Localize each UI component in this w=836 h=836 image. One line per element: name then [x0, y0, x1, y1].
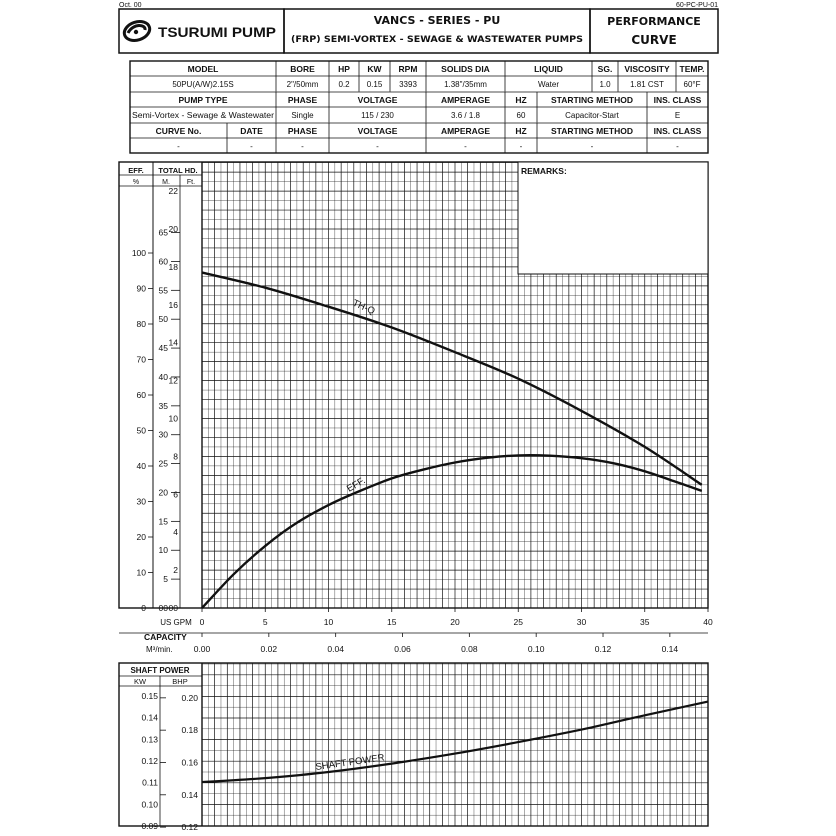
spec-row3-value: - — [590, 142, 594, 151]
gpm-tick: 5 — [262, 617, 268, 627]
head-m-header: M. — [162, 179, 170, 186]
brand-name: TSURUMI PUMP — [158, 24, 276, 40]
spec-row3-value: - — [464, 142, 467, 151]
head-m-tick: 20 — [168, 224, 178, 234]
spec-row1-value: 1.81 CST — [630, 80, 664, 89]
head-ft-tick: 65 — [158, 227, 168, 238]
eff-tick: 50 — [136, 425, 146, 436]
head-m-tick: 2 — [173, 565, 178, 576]
spec-row1-header: LIQUID — [534, 64, 563, 74]
spec-row2-value: 3.6 / 1.8 — [451, 111, 480, 120]
perf-title-line2: CURVE — [631, 33, 677, 47]
spec-row2-header: PUMP TYPE — [178, 95, 228, 105]
spec-row1-value: 0.15 — [366, 80, 383, 89]
spec-row3-value: - — [177, 142, 180, 151]
head-ft-tick: 20 — [158, 487, 168, 498]
spec-row2-header: HZ — [515, 95, 527, 105]
m3-axis-label: M³/min. — [146, 645, 173, 654]
head-m-tick: 00 — [168, 603, 178, 613]
m3-tick: 0.10 — [527, 644, 545, 654]
eff-tick: 20 — [136, 532, 146, 542]
spec-row1-value: 0.2 — [338, 80, 350, 89]
spec-row3-header: VOLTAGE — [357, 126, 398, 136]
th-q-curve-label: TH-Q — [350, 297, 377, 318]
spec-row2-value: 115 / 230 — [361, 111, 394, 120]
total-head-header: TOTAL HD. — [158, 166, 198, 175]
m3-tick: 0.12 — [594, 644, 612, 654]
m3-tick: 0.02 — [260, 644, 278, 654]
shaft-power-curve-label: SHAFT POWER — [314, 752, 386, 773]
gpm-tick: 40 — [703, 617, 713, 627]
efficiency-curve-label: EFF. — [345, 475, 368, 495]
spec-row2-value: Single — [291, 111, 314, 120]
doc-code: 60-PC-PU-01 — [675, 2, 718, 9]
head-m-tick: 22 — [168, 186, 178, 197]
spec-row2-header: VOLTAGE — [357, 95, 398, 105]
spec-row2-header: PHASE — [287, 95, 318, 105]
spec-row3-header: STARTING METHOD — [550, 126, 634, 136]
kw-tick: 0.13 — [141, 734, 158, 745]
shaft-power-grid — [202, 663, 708, 826]
head-m-tick: 6 — [173, 489, 178, 500]
head-ft-tick: 45 — [158, 343, 168, 354]
eff-tick: 60 — [136, 390, 146, 400]
spec-row2-value: 60 — [516, 111, 526, 120]
spec-row1-header: SG. — [597, 64, 613, 74]
bhp-tick: 0.14 — [181, 789, 198, 800]
head-ft-tick: 60 — [158, 256, 168, 267]
eff-tick: 40 — [136, 461, 146, 471]
head-ft-tick: 10 — [158, 545, 168, 556]
gpm-tick: 30 — [576, 617, 587, 627]
kw-tick: 0.15 — [141, 690, 158, 701]
head-ft-tick: 40 — [158, 371, 168, 382]
spec-row1-value: 60°F — [683, 80, 701, 89]
bhp-tick: 0.18 — [181, 725, 198, 736]
capacity-label: CAPACITY — [144, 632, 187, 642]
spec-row1-value: 1.38"/35mm — [444, 80, 487, 89]
eff-axis-header: EFF. — [128, 166, 144, 175]
head-ft-tick: 15 — [158, 516, 168, 527]
eff-tick: 30 — [136, 496, 146, 507]
gpm-tick: 10 — [323, 617, 334, 627]
kw-tick: 0.11 — [142, 777, 158, 788]
spec-row3-value: - — [676, 142, 679, 151]
gpm-tick: 35 — [640, 617, 650, 627]
gpm-tick: 25 — [513, 617, 523, 627]
m3-tick: 0.08 — [461, 644, 478, 654]
eff-tick: 10 — [136, 567, 146, 578]
series-subtitle: (FRP) SEMI-VORTEX - SEWAGE & WASTEWATER PUMPS — [291, 35, 583, 45]
head-ft-tick: 00 — [158, 603, 168, 613]
bhp-tick: 0.16 — [181, 757, 198, 768]
gpm-tick: 20 — [450, 617, 460, 627]
gpm-axis-label: US GPM — [160, 618, 192, 627]
spec-row3-header: HZ — [515, 126, 527, 136]
spec-row3-value: - — [250, 142, 253, 151]
remarks-label: REMARKS: — [521, 166, 567, 176]
m3-tick: 0.06 — [394, 644, 411, 654]
kw-header: KW — [133, 677, 147, 686]
kw-tick: 0.09 — [141, 821, 158, 831]
m3-tick: 0.00 — [193, 644, 211, 654]
spec-table — [130, 61, 708, 154]
kw-tick: 0.14 — [141, 712, 158, 723]
head-ft-header: Ft. — [186, 179, 196, 186]
spec-row3-header: CURVE No. — [155, 126, 202, 136]
bhp-tick: 0.12 — [181, 822, 198, 833]
spec-row1-header: SOLIDS DIA — [441, 64, 490, 74]
kw-tick: 0.12 — [141, 755, 158, 766]
head-m-tick: 12 — [168, 375, 178, 386]
m3-tick: 0.14 — [661, 644, 679, 654]
main-performance-chart — [119, 162, 713, 654]
eff-tick: 0 — [141, 603, 146, 613]
spec-row1-value: 50PU(A/W)2.15S — [172, 80, 234, 89]
head-m-tick: 16 — [168, 299, 178, 310]
head-ft-tick: 55 — [158, 285, 168, 296]
spec-row1-value: Water — [537, 80, 560, 89]
head-ft-tick: 25 — [158, 458, 168, 469]
spec-row3-header: DATE — [240, 126, 263, 136]
spec-row1-header: VISCOSITY — [624, 64, 670, 74]
gpm-tick: 0 — [199, 617, 205, 627]
bhp-header: BHP — [172, 677, 188, 686]
series-title: VANCS - SERIES - PU — [373, 14, 501, 27]
gpm-tick: 15 — [387, 617, 397, 627]
spec-row3-header: INS. CLASS — [653, 126, 702, 136]
head-ft-tick: 5 — [163, 574, 168, 585]
eff-tick: 80 — [136, 319, 146, 329]
head-m-tick: 8 — [173, 451, 178, 462]
spec-row1-header: TEMP. — [679, 64, 705, 74]
head-ft-tick: 30 — [158, 429, 168, 440]
spec-row1-value: 2"/50mm — [286, 80, 319, 89]
remarks-box — [518, 162, 708, 274]
m3-tick: 0.04 — [327, 644, 344, 654]
spec-row1-header: RPM — [398, 64, 418, 74]
spec-row1-header: BORE — [290, 64, 315, 74]
spec-row2-header: STARTING METHOD — [550, 95, 634, 105]
head-m-tick: 4 — [173, 527, 178, 538]
head-m-tick: 14 — [168, 337, 178, 348]
kw-tick: 0.10 — [141, 799, 158, 810]
spec-row3-header: AMPERAGE — [440, 126, 491, 136]
eff-tick: 70 — [136, 354, 146, 365]
spec-row2-header: AMPERAGE — [440, 95, 491, 105]
spec-row2-value: Semi-Vortex - Sewage & Wastewater — [132, 111, 275, 120]
eff-tick: 90 — [136, 283, 146, 294]
spec-row2-value: Capacitor-Start — [565, 111, 619, 120]
spec-row1-header: KW — [367, 64, 382, 74]
head-m-tick: 18 — [168, 261, 178, 272]
perf-title-line1: PERFORMANCE — [607, 15, 701, 28]
head-m-tick: 10 — [168, 413, 178, 424]
eff-unit-header: % — [132, 179, 140, 186]
spec-row3-value: - — [301, 142, 304, 151]
spec-row2-header: INS. CLASS — [653, 95, 702, 105]
th-q-curve — [202, 273, 702, 485]
date-code: Oct. 00 — [119, 2, 142, 9]
shaft-power-chart — [119, 663, 708, 832]
tsurumi-swirl-logo-icon — [122, 18, 152, 43]
head-ft-tick: 35 — [158, 400, 168, 411]
bhp-tick: 0.20 — [181, 692, 198, 703]
efficiency-curve — [202, 455, 702, 608]
head-ft-tick: 50 — [158, 314, 168, 325]
spec-row3-value: - — [519, 142, 523, 151]
spec-row1-header: MODEL — [187, 64, 219, 74]
spec-row1-value: 1.0 — [599, 80, 611, 89]
spec-row1-value: 3393 — [399, 80, 417, 89]
spec-row2-value: E — [674, 111, 681, 120]
spec-row3-header: PHASE — [287, 126, 318, 136]
shaft-power-title: SHAFT POWER — [130, 666, 190, 675]
spec-row1-header: HP — [338, 64, 350, 74]
spec-row3-value: - — [376, 142, 379, 151]
eff-tick: 100 — [131, 248, 146, 258]
